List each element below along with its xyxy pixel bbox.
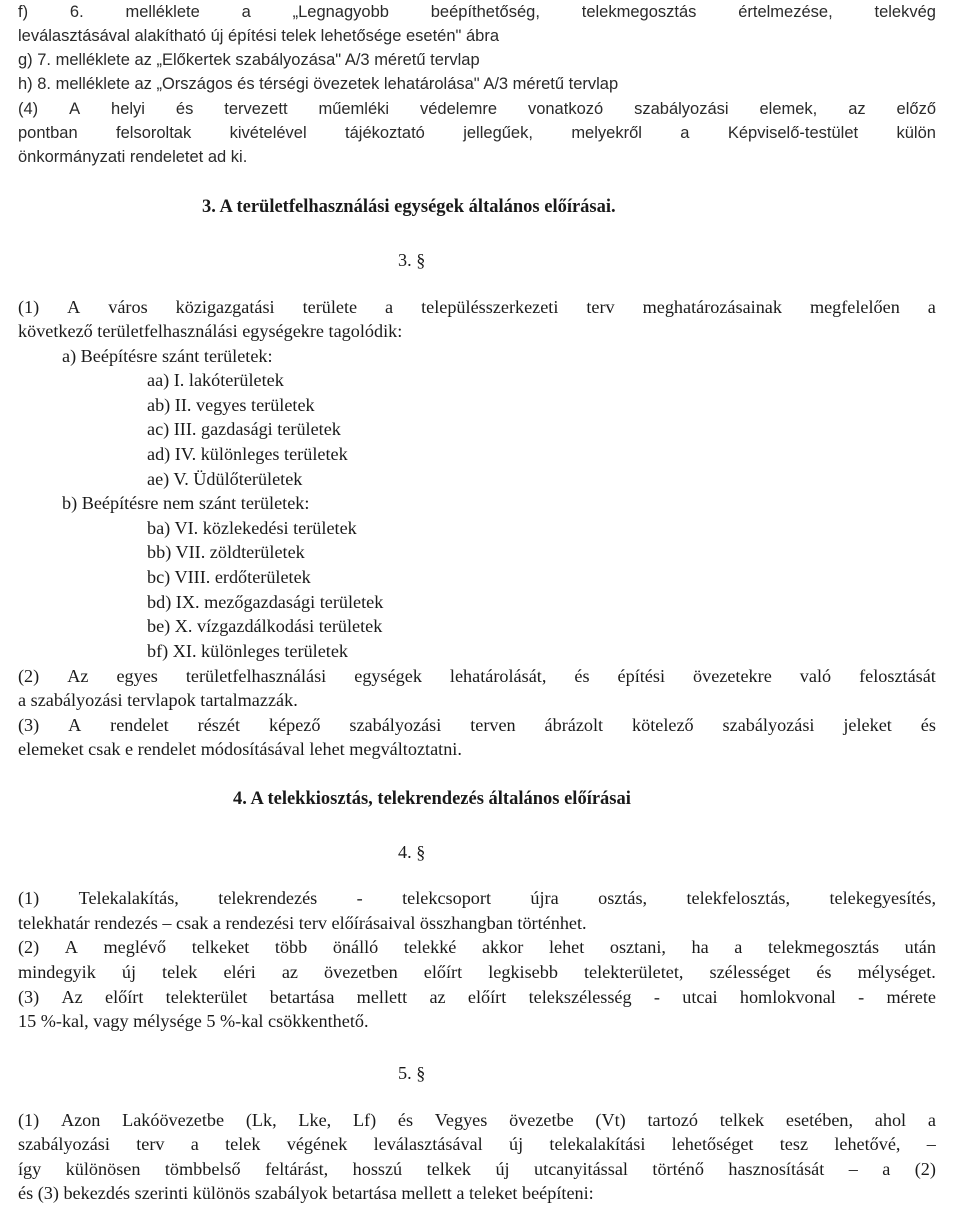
section3-p1-line2: következő területfelhasználási egységekre tagolódik: xyxy=(18,321,403,341)
para4-line2: pontban felsoroltak kivételével tájékoztató jellegűek, melyekről a Képviselő-testület külön xyxy=(18,124,936,142)
section3-p2-line1: (2) Az egyes területfelhasználási egységek lehatárolását, és építési övezetekre való felosztását xyxy=(18,666,936,686)
section3-p3-line2: elemeket csak e rendelet módosításával lehet megváltoztatni. xyxy=(18,739,462,759)
section4-p1-line1: (1) Telekalakítás, telekrendezés - telekcsoport újra osztás, telekfelosztás, telekegyesítés, xyxy=(18,888,936,908)
list-item-ac: ac) III. gazdasági területek xyxy=(147,419,341,439)
list-item-be: be) X. vízgazdálkodási területek xyxy=(147,616,383,636)
section4-p2-line1: (2) A meglévő telkeket több önálló telekké akkor lehet osztani, ha a telekmegosztás után xyxy=(18,937,936,957)
list-item-f-line2: leválasztásával alakítható új építési telek lehetősége esetén" ábra xyxy=(18,27,499,45)
section4-p3-line1: (3) Az előírt telekterület betartása mellett az előírt telekszélesség - utcai homlokvonal - mérete xyxy=(18,987,936,1007)
para4-line1: (4) A helyi és tervezett műemléki védelemre vonatkozó szabályozási elemek, az előző xyxy=(18,100,936,118)
section5-p1-line2: szabályozási terv a telek végének leválasztásával új telekalakítási lehetőséget tesz lehetővé, – xyxy=(18,1134,936,1154)
list-item-bb: bb) VII. zöldterületek xyxy=(147,542,305,562)
section4-p2-line2: mindegyik új telek eléri az övezetben előírt legkisebb telekterületet, szélességet és mélységet. xyxy=(18,962,936,982)
list-item-h: h) 8. melléklete az „Országos és térségi övezetek lehatárolása" A/3 méretű tervlap xyxy=(18,75,619,93)
list-item-bd: bd) IX. mezőgazdasági területek xyxy=(147,592,384,612)
list-item-bf: bf) XI. különleges területek xyxy=(147,641,349,661)
list-item-ae: ae) V. Üdülőterületek xyxy=(147,469,303,489)
section3-heading: 3. A területfelhasználási egységek általános előírásai. xyxy=(202,197,616,217)
section4-p1-line2: telekhatár rendezés – csak a rendezési terv előírásaival összhangban történhet. xyxy=(18,913,587,933)
section5-paragraph-mark: 5. § xyxy=(398,1063,426,1083)
section3-p2-line2: a szabályozási tervlapok tartalmazzák. xyxy=(18,690,298,710)
list-item-ba: ba) VI. közlekedési területek xyxy=(147,518,357,538)
list-item-bc: bc) VIII. erdőterületek xyxy=(147,567,311,587)
section4-paragraph-mark: 4. § xyxy=(398,842,426,862)
section5-p1-line3: így különösen tömbbelső feltárást, hosszú telkek új utcanyitással történő hasznosítását – a (2) xyxy=(18,1159,936,1179)
list-item-ab: ab) II. vegyes területek xyxy=(147,395,315,415)
section3-p1-line1: (1) A város közigazgatási területe a településszerkezeti terv meghatározásainak megfelelően a xyxy=(18,297,936,317)
section4-heading: 4. A telekkiosztás, telekrendezés általános előírásai xyxy=(233,789,631,809)
section3-paragraph-mark: 3. § xyxy=(398,250,426,270)
section5-p1-line4: és (3) bekezdés szerinti különös szabályok betartása mellett a teleket beépíteni: xyxy=(18,1183,594,1203)
list-item-ad: ad) IV. különleges területek xyxy=(147,444,348,464)
section4-p3-line2: 15 %-kal, vagy mélysége 5 %-kal csökkenthető. xyxy=(18,1011,369,1031)
section5-p1-line1: (1) Azon Lakóövezetbe (Lk, Lke, Lf) és Vegyes övezetbe (Vt) tartozó telkek esetében, ahol a xyxy=(18,1110,936,1130)
list-item-a: a) Beépítésre szánt területek: xyxy=(62,346,273,366)
section3-p3-line1: (3) A rendelet részét képező szabályozási terven ábrázolt kötelező szabályozási jeleket és xyxy=(18,715,936,735)
list-item-f-line1: f) 6. melléklete a „Legnagyobb beépíthetőség, telekmegosztás értelmezése, telekvég xyxy=(18,3,936,21)
list-item-g: g) 7. melléklete az „Előkertek szabályozása" A/3 méretű tervlap xyxy=(18,51,480,69)
list-item-aa: aa) I. lakóterületek xyxy=(147,370,284,390)
list-item-b: b) Beépítésre nem szánt területek: xyxy=(62,493,310,513)
para4-line3: önkormányzati rendeletet ad ki. xyxy=(18,148,248,166)
